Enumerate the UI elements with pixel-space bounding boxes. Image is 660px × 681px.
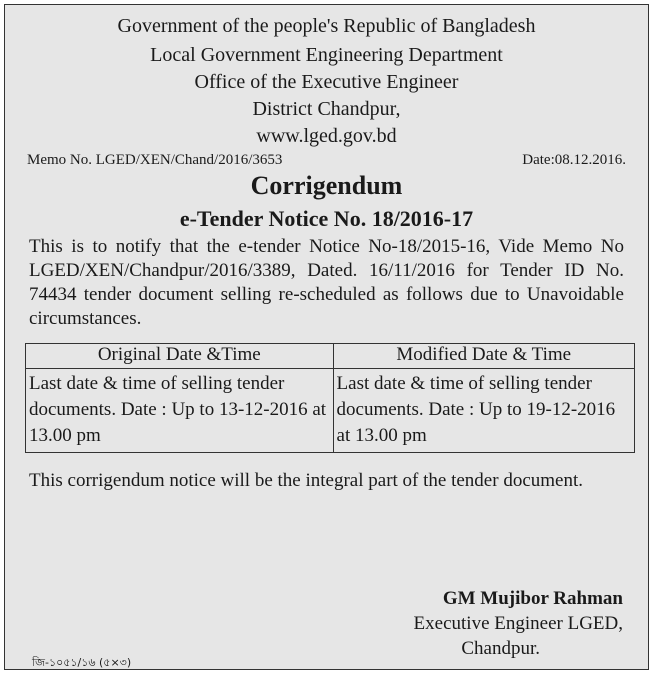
modified-date-cell: Last date & time of selling tender documents. Date : Up to 19-12-2016 at 13.00 pm [333, 369, 634, 453]
original-date-header: Original Date &Time [26, 344, 334, 369]
header-district: District Chandpur, [252, 98, 401, 120]
tender-notice [4, 4, 649, 670]
signatory-location: Chandpur. [461, 638, 540, 659]
original-date-cell: Last date & time of selling tender documents. Date : Up to 13-12-2016 at 13.00 pm [26, 369, 334, 453]
header-government: Government of the people's Republic of Bangladesh [117, 15, 536, 37]
closing-text: This corrigendum notice will be the integral part of the tender document. [29, 470, 583, 491]
header-office: Office of the Executive Engineer [194, 71, 459, 93]
signatory-designation: Executive Engineer LGED, [413, 613, 623, 634]
modified-date-header: Modified Date & Time [333, 344, 634, 369]
header-website: www.lged.gov.bd [256, 125, 397, 147]
memo-date: Date:08.12.2016. [522, 152, 626, 168]
notice-title: Corrigendum [250, 171, 403, 200]
table-header-row [26, 344, 635, 369]
notice-subtitle: e-Tender Notice No. 18/2016-17 [179, 206, 474, 231]
signatory-name: GM Mujibor Rahman [442, 588, 623, 609]
dates-table [25, 343, 635, 453]
header-department: Local Government Engineering Department [150, 44, 503, 66]
notice-body: This is to notify that the e-tender Notice No-18/2015-16, Vide Memo No LGED/XEN/Chandpur/2016/3389, Dated. 16/11/2016 for Tender ID No. 74434 tender document selling re-scheduled as follows due to Unavoidable circumstances. [29, 236, 624, 329]
table-row [26, 369, 635, 453]
memo-number: Memo No. LGED/XEN/Chand/2016/3653 [27, 152, 283, 168]
publication-code: জি-১০৫১/১৬ (৫×৩) [32, 656, 132, 669]
